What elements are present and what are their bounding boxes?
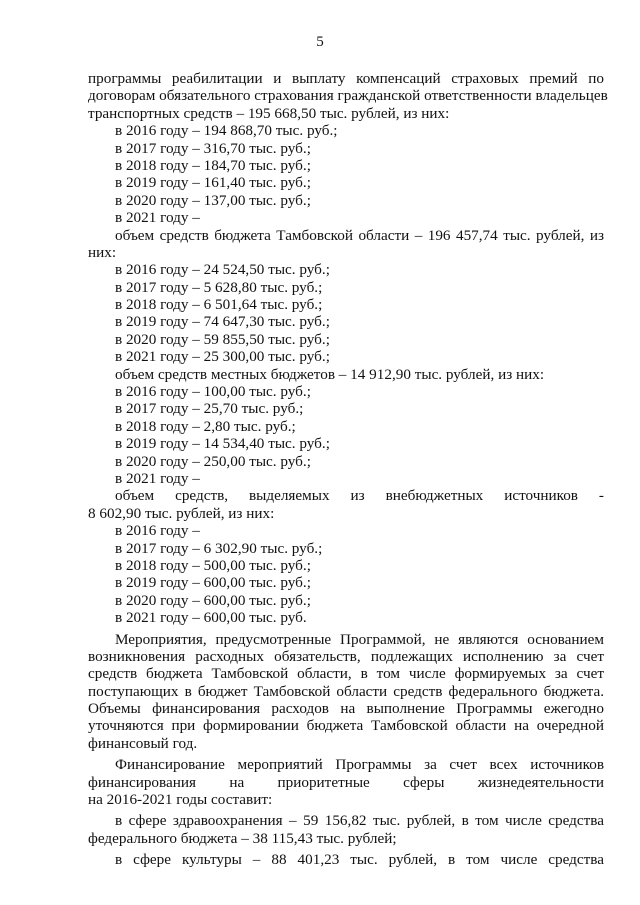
culture-line: в сфере культуры – 88 401,23 тыс. рублей, в том числе средства bbox=[115, 851, 604, 869]
year-line: в 2020 году – 137,00 тыс. руб.; bbox=[115, 191, 311, 209]
paragraph-line: финансовый год. bbox=[88, 734, 198, 752]
year-line: в 2018 году – 184,70 тыс. руб.; bbox=[115, 156, 311, 174]
paragraph-line: поступающих в бюджет Тамбовской области средств федерального бюджета. bbox=[88, 682, 604, 700]
paragraph-line: Финансирование мероприятий Программы за счет всех источников bbox=[115, 756, 604, 774]
year-line: в 2019 году – 161,40 тыс. руб.; bbox=[115, 174, 311, 192]
text-line: транспортных средств – 195 668,50 тыс. рублей, из них: bbox=[88, 104, 450, 122]
year-line: в 2018 году – 500,00 тыс. руб.; bbox=[115, 556, 311, 574]
paragraph-line: возникновения расходных обязательств, подлежащих исполнению за счет bbox=[88, 647, 604, 665]
page-number: 5 bbox=[316, 34, 324, 50]
local-budget-line: объем средств местных бюджетов – 14 912,90 тыс. рублей, из них: bbox=[115, 365, 545, 383]
year-line: в 2017 году – 5 628,80 тыс. руб.; bbox=[115, 278, 323, 296]
text-line: программы реабилитации и выплату компенсаций страховых премий по bbox=[88, 70, 604, 87]
year-line: в 2016 году – 24 524,50 тыс. руб.; bbox=[115, 261, 330, 279]
year-line: в 2016 году – bbox=[115, 522, 200, 540]
paragraph-line: средств бюджета Тамбовской области, в том числе формируемых за счет bbox=[88, 665, 604, 683]
year-line: в 2020 году – 59 855,50 тыс. руб.; bbox=[115, 330, 330, 348]
extrabudgetary-line: 8 602,90 тыс. рублей, из них: bbox=[88, 504, 275, 522]
year-line: в 2021 году – bbox=[115, 469, 200, 487]
year-line: в 2021 году – 25 300,00 тыс. руб.; bbox=[115, 348, 330, 366]
year-line: в 2017 году – 6 302,90 тыс. руб.; bbox=[115, 539, 323, 557]
text-line: договорам обязательного страхования гражданской ответственности владельцев bbox=[88, 87, 608, 105]
extrabudgetary-line: объем средств, выделяемых из внебюджетных источников - bbox=[115, 487, 604, 505]
year-line: в 2019 году – 600,00 тыс. руб.; bbox=[115, 574, 311, 592]
year-line: в 2016 году – 194 868,70 тыс. руб.; bbox=[115, 122, 338, 140]
paragraph-line: Объемы финансирования расходов на выполнение Программы ежегодно bbox=[88, 700, 604, 718]
paragraph-line: на 2016-2021 годы составит: bbox=[88, 791, 273, 809]
regional-budget-line: объем средств бюджета Тамбовской области – 196 457,74 тыс. рублей, из bbox=[115, 226, 604, 244]
year-line: в 2019 году – 74 647,30 тыс. руб.; bbox=[115, 313, 330, 331]
year-line: в 2017 году – 25,70 тыс. руб.; bbox=[115, 400, 304, 418]
year-line: в 2018 году – 6 501,64 тыс. руб.; bbox=[115, 296, 323, 314]
paragraph-line: уточняются при формировании бюджета Тамбовской области на очередной bbox=[88, 717, 604, 735]
regional-budget-line: них: bbox=[88, 243, 117, 261]
year-line: в 2021 году – bbox=[115, 209, 200, 227]
year-line: в 2020 году – 600,00 тыс. руб.; bbox=[115, 591, 311, 609]
year-line: в 2018 году – 2,80 тыс. руб.; bbox=[115, 417, 296, 435]
year-line: в 2020 году – 250,00 тыс. руб.; bbox=[115, 452, 311, 470]
year-line: в 2019 году – 14 534,40 тыс. руб.; bbox=[115, 435, 330, 453]
paragraph-line: финансирования на приоритетные сферы жизнедеятельности bbox=[88, 773, 604, 791]
paragraph-line: Мероприятия, предусмотренные Программой, не являются основанием bbox=[115, 630, 604, 648]
health-line: в сфере здравоохранения – 59 156,82 тыс. рублей, в том числе средства bbox=[115, 812, 604, 830]
year-line: в 2017 году – 316,70 тыс. руб.; bbox=[115, 139, 311, 157]
health-line: федерального бюджета – 38 115,43 тыс. рублей; bbox=[88, 829, 397, 847]
year-line: в 2021 году – 600,00 тыс. руб. bbox=[115, 609, 307, 627]
year-line: в 2016 году – 100,00 тыс. руб.; bbox=[115, 383, 311, 401]
document-body bbox=[88, 70, 608, 869]
